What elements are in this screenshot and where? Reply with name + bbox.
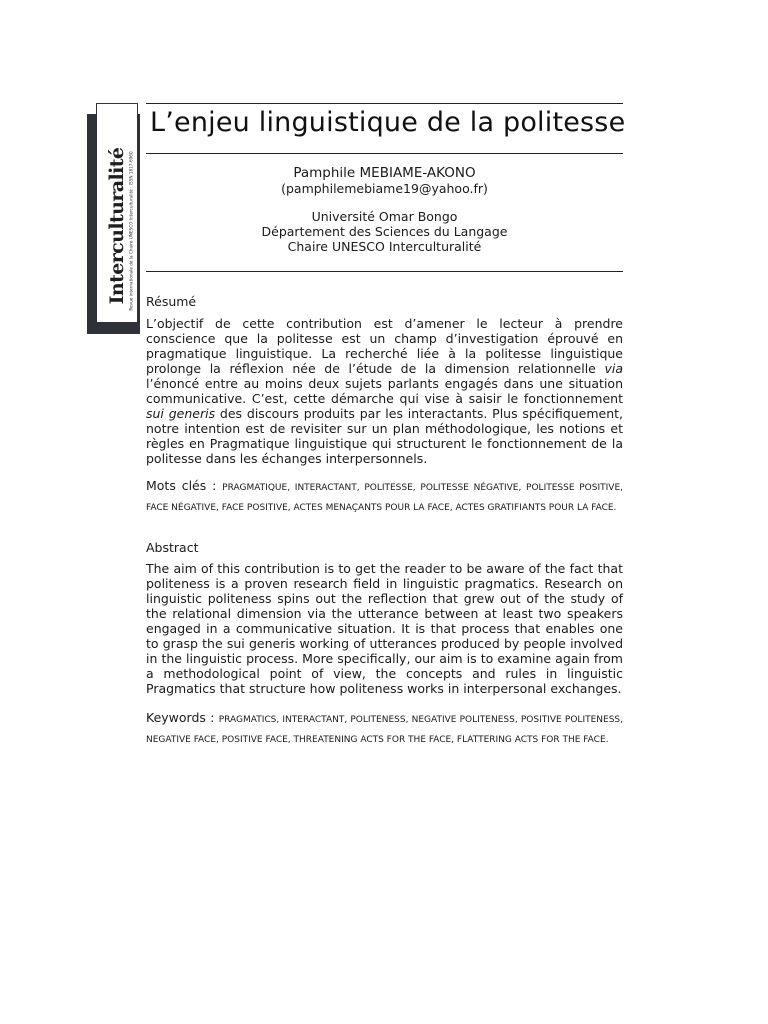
mots-cles-terms: PRAGMATIQUE, INTERACTANT, POLITESSE, POLITESSE NÉGATIVE, POLITESSE POSITIVE, FACE NÉGATIVE, FACE POSITIVE, ACTES MENAÇANTS POUR LA FACE, ACTES GRATIFIANTS POUR LA FACE. xyxy=(146,483,623,513)
mots-cles xyxy=(146,477,623,517)
resume-text-part-2: l’énoncé entre au moins deux sujets parlants engagés dans une situation communicative. C’est, cette démarche qui vise à saisir le fonctionnement xyxy=(146,376,623,406)
author-block xyxy=(146,165,623,196)
title-rule xyxy=(146,153,623,154)
author-email: (pamphilemebiame19@yahoo.fr) xyxy=(281,181,488,196)
journal-subtitle: Revue internationale de la Chaire UNESCO Interculturalité · ISSN 1817-6960 xyxy=(128,151,134,311)
affiliation-chair: Chaire UNESCO Interculturalité xyxy=(287,239,482,254)
resume-heading: Résumé xyxy=(146,294,197,309)
keywords-terms: PRAGMATICS, INTERACTANT, POLITENESS, NEGATIVE POLITENESS, POSITIVE POLITENESS, NEGATIVE FACE, POSITIVE FACE, THREATENING ACTS FOR THE FACE, FLATTERING ACTS FOR THE FACE. xyxy=(146,715,623,745)
article-title: L’enjeu linguistique de la politesse xyxy=(150,107,626,138)
journal-name: Interculturalité xyxy=(106,147,128,305)
mots-cles-label: Mots clés : xyxy=(146,478,217,493)
abstract-text: The aim of this contribution is to get the reader to be aware of the fact that politeness is a proven research field in linguistic pragmatics. Research on linguistic politeness spins out the reflection that grew out of the study of the relational dimension via the utterance between at least two speakers engaged in a communicative situation. It is that process that enables one to grasp the sui generis working of utterances produced by people involved in the linguistic process. More specifically, our aim is to examine again from a methodological point of view, the concepts and rules in linguistic Pragmatics that structure how politeness works in interpersonal exchanges. xyxy=(146,561,623,696)
resume-text xyxy=(146,316,623,466)
abstract-heading: Abstract xyxy=(146,540,199,555)
resume-via: via xyxy=(604,361,623,376)
author-name: Pamphile MEBIAME-AKONO xyxy=(293,165,476,181)
top-rule xyxy=(146,103,623,104)
affiliation-block xyxy=(146,209,623,254)
resume-sui-generis: sui generis xyxy=(146,406,216,421)
affiliation-university: Université Omar Bongo xyxy=(311,209,458,224)
header-rule xyxy=(146,271,623,272)
affiliation-department: Département des Sciences du Langage xyxy=(261,224,508,239)
keywords xyxy=(146,709,623,749)
keywords-label: Keywords : xyxy=(146,710,215,725)
resume-text-part-3: des discours produits par les interactants. Plus spécifiquement, notre intention est de revisiter sur un plan méthodologique, les notions et règles en Pragmatique linguistique qui structurent le fonctionnement de la politesse dans les échanges interpersonnels. xyxy=(146,406,623,466)
resume-text-part-1: L’objectif de cette contribution est d’amener le lecteur à prendre conscience que la politesse est un champ d’investigation éprouvé en pragmatique linguistique. La recherché liée à la politesse linguistique prolonge la réflexion née de l’étude de la dimension relationnelle xyxy=(146,316,623,376)
